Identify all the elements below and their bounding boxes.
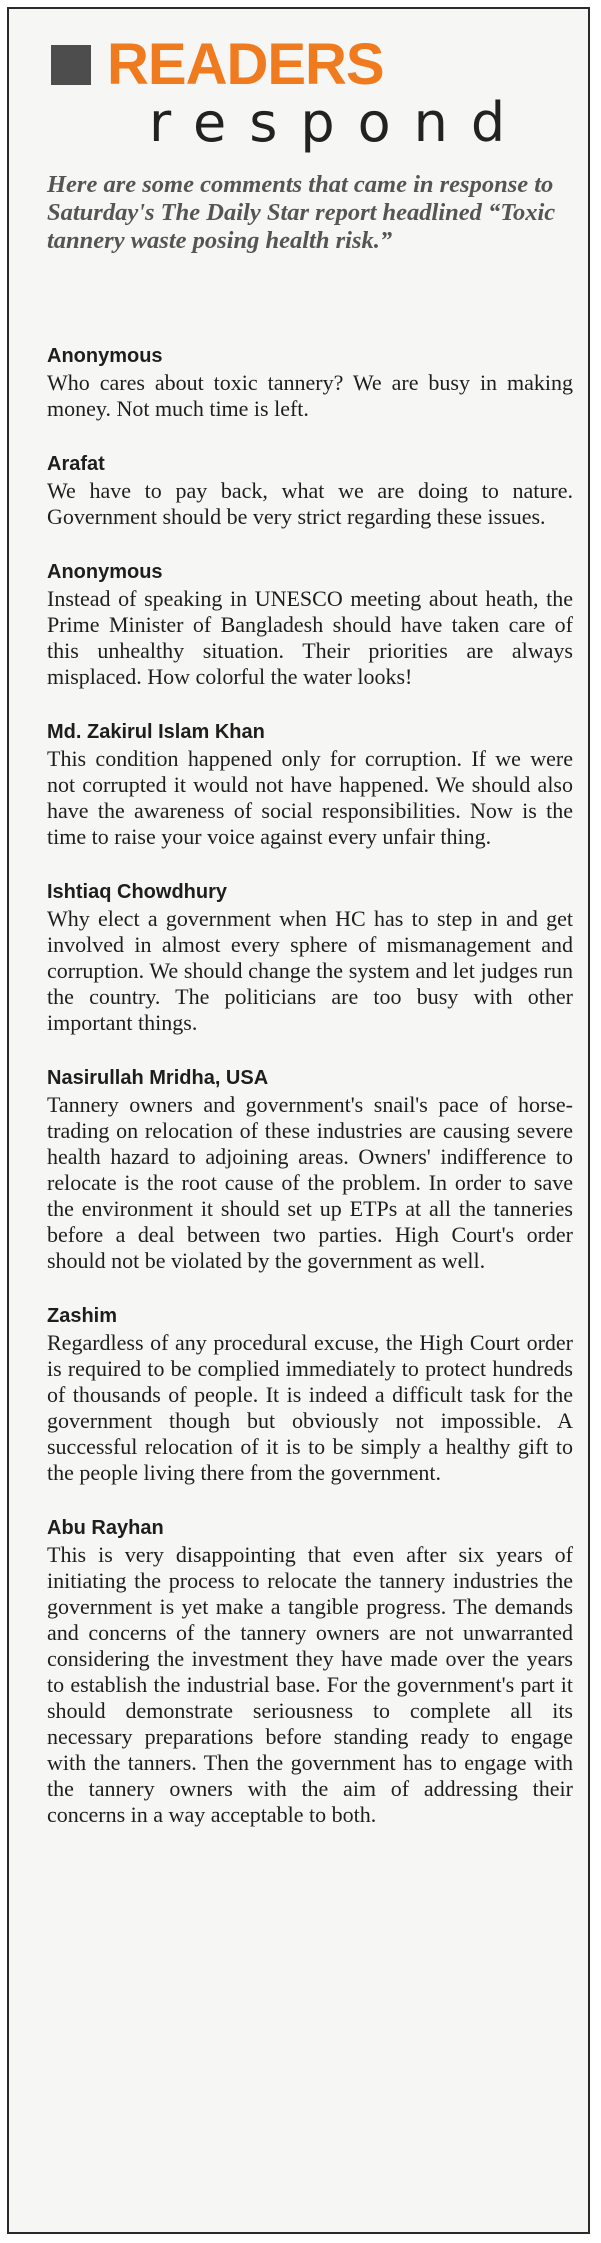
comment-body: Regardless of any procedural excuse, the High Court order is required to be complied immediately to protect hundreds of thousands of people. It is indeed a difficult task for the government though but obviously not impossible. A successful relocation of it is to be simply a healthy gift to the people living there from the government. bbox=[47, 1330, 573, 1485]
comment-author: Arafat bbox=[47, 453, 105, 475]
comments-list bbox=[47, 344, 573, 1858]
comment-author: Nasirullah Mridha, USA bbox=[47, 1067, 269, 1089]
header-square-mark bbox=[51, 45, 91, 85]
intro-text: Here are some comments that came in response to Saturday's The Daily Star report headlined “Toxic tannery waste posing health risk.” bbox=[47, 171, 556, 254]
comment-author: Zashim bbox=[47, 1305, 118, 1327]
comment-author: Ishtiaq Chowdhury bbox=[47, 881, 227, 903]
comment-item bbox=[47, 1516, 573, 1828]
comment-body: Instead of speaking in UNESCO meeting about heath, the Prime Minister of Bangladesh should have taken care of this unhealthy situation. Their priorities are always misplaced. How colorful the water looks! bbox=[47, 586, 573, 689]
header-title: READERS bbox=[107, 32, 384, 97]
comment-author: Md. Zakirul Islam Khan bbox=[47, 721, 265, 743]
comment-author: Anonymous bbox=[47, 561, 163, 583]
comment-item bbox=[47, 1304, 573, 1486]
comment-item bbox=[47, 560, 573, 690]
comment-body: This condition happened only for corruption. If we were not corrupted it would not have happened. We should also have the awareness of social responsibilities. Now is the time to raise your voice against every unfair thing. bbox=[47, 746, 573, 849]
comment-body: Who cares about toxic tannery? We are busy in making money. Not much time is left. bbox=[47, 370, 573, 421]
comment-item bbox=[47, 1066, 573, 1274]
comment-body: Tannery owners and government's snail's pace of horse-trading on relocation of these industries are causing severe health hazard to adjoining areas. Owners' indifference to relocate is the root cause of the problem. In order to save the environment it should set up ETPs at all the tanneries before a deal between two parties. High Court's order should not be violated by the government as well. bbox=[47, 1092, 573, 1273]
comment-author: Abu Rayhan bbox=[47, 1517, 164, 1539]
comment-item bbox=[47, 452, 573, 530]
comment-item bbox=[47, 344, 573, 422]
comment-item bbox=[47, 880, 573, 1036]
comment-body: This is very disappointing that even after six years of initiating the process to relocate the tannery industries the government is yet make a tangible progress. The demands and concerns of the tannery owners are not unwarranted considering the investment they have made over the years to establish the industrial base. For the government's part it should demonstrate seriousness to complete all its necessary preparations before standing ready to engage with the tanners. Then the government has to engage with the tannery owners with the aim of addressing their concerns in a way acceptable to both. bbox=[47, 1542, 573, 1827]
comment-body: We have to pay back, what we are doing to nature. Government should be very strict regarding these issues. bbox=[47, 478, 573, 529]
section-header bbox=[27, 25, 577, 154]
comment-item bbox=[47, 720, 573, 850]
comment-body: Why elect a government when HC has to step in and get involved in almost every sphere of mismanagement and corruption. We should change the system and let judges run the country. The politicians are too busy with other important things. bbox=[47, 906, 573, 1035]
comment-author: Anonymous bbox=[47, 345, 163, 367]
readers-respond-panel bbox=[7, 7, 590, 2234]
header-subtitle: respond bbox=[149, 91, 529, 154]
